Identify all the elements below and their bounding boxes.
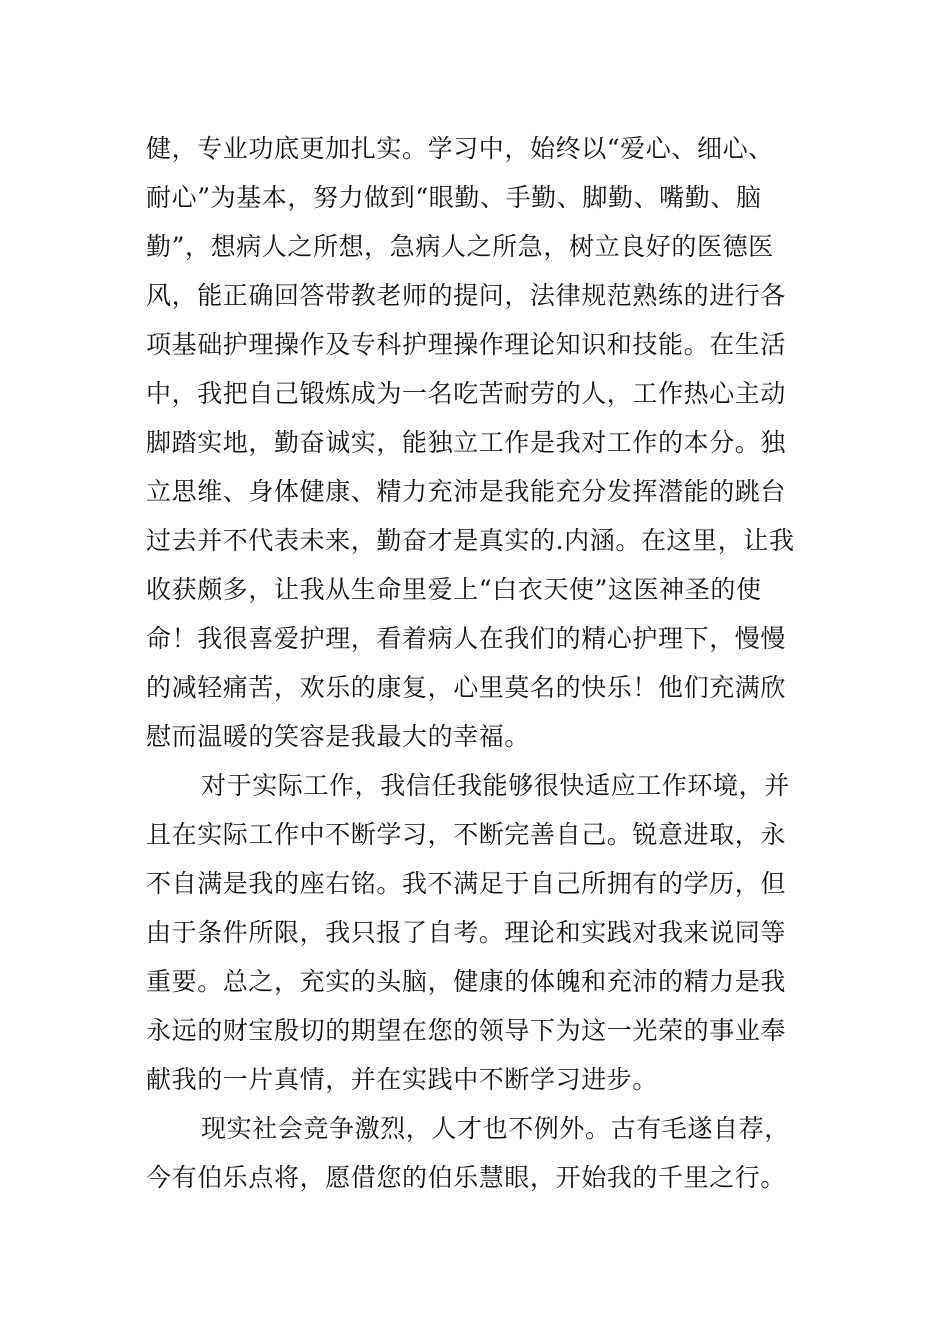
- text-line: 的减轻痛苦，欢乐的康复，心里莫名的快乐！他们充满欣: [146, 673, 787, 702]
- text-line: 由于条件所限，我只报了自考。理论和实践对我来说同等: [146, 918, 787, 947]
- text-line: 风，能正确回答带教老师的提问，法律规范熟练的进行各: [146, 281, 787, 310]
- paragraph-start-line: 现实社会竞争激烈，人才也不例外。古有毛遂自荐，: [201, 1114, 790, 1143]
- text-line: 立思维、身体健康、精力充沛是我能充分发挥潜能的跳台: [146, 477, 787, 506]
- text-line: 中，我把自己锻炼成为一名吃苦耐劳的人，工作热心主动: [146, 379, 787, 408]
- text-line: 脚踏实地，勤奋诚实，能独立工作是我对工作的本分。独: [146, 428, 787, 457]
- text-line: 不自满是我的座右铭。我不满足于自己所拥有的学历，但: [146, 869, 787, 898]
- text-line: 永远的财宝殷切的期望在您的领导下为这一光荣的事业奉: [146, 1016, 787, 1045]
- text-line: 过去并不代表未来，勤奋才是真实的.内涵。在这里，让我: [146, 526, 795, 555]
- text-line: 献我的一片真情，并在实践中不断学习进步。: [146, 1065, 659, 1094]
- text-line: 项基础护理操作及专科护理操作理论知识和技能。在生活: [146, 330, 787, 359]
- text-line: 慰而温暖的笑容是我最大的幸福。: [146, 722, 531, 751]
- text-line: 且在实际工作中不断学习，不断完善自己。锐意进取，永: [146, 820, 787, 849]
- text-line: 收获颇多，让我从生命里爱上“白衣天使”这医神圣的使: [146, 575, 762, 604]
- text-line: 重要。总之，充实的头脑，健康的体魄和充沛的精力是我: [146, 967, 787, 996]
- text-line: 命！我很喜爱护理，看着病人在我们的精心护理下，慢慢: [146, 624, 787, 653]
- text-line: 勤”，想病人之所想，急病人之所急，树立良好的医德医: [146, 232, 774, 261]
- body-text: [146, 124, 811, 1202]
- paragraph-start-line: 对于实际工作，我信任我能够很快适应工作环境，并: [201, 771, 790, 800]
- text-line: 今有伯乐点将，愿借您的伯乐慧眼，开始我的千里之行。: [146, 1163, 787, 1192]
- text-line: 健，专业功底更加扎实。学习中，始终以“爱心、细心、: [146, 134, 774, 163]
- text-line: 耐心”为基本，努力做到“眼勤、手勤、脚勤、嘴勤、脑: [146, 183, 762, 212]
